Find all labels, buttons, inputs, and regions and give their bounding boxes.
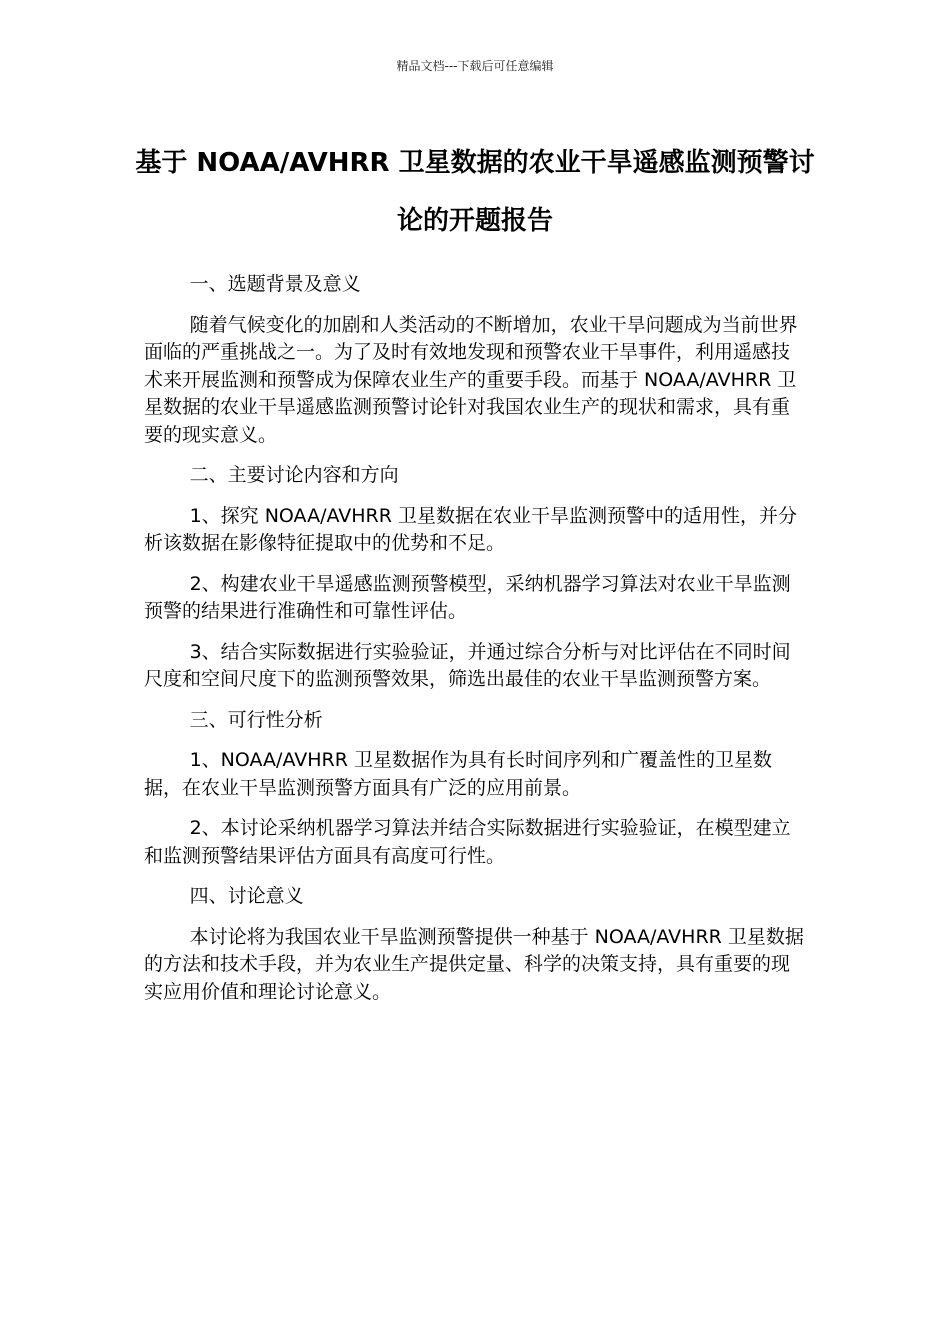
document-body xyxy=(144,271,808,1019)
header-note: 精品文档---下载后可任意编辑 xyxy=(396,59,554,73)
paragraph: 随着气候变化的加剧和人类活动的不断增加，农业干旱问题成为当前世界面临的严重挑战之一。为了及时有效地发现和预警农业干旱事件，利用遥感技术来开展监测和预警成为保障农业生产的重要手段。而基于 NOAA/AVHRR 卫星数据的农业干旱遥感监测预警讨论针对我国农业生产的现状和需求，具有重要的现实意义。 xyxy=(144,313,798,446)
document-title: 基于 NOAA/AVHRR 卫星数据的农业干旱遥感监测预警讨论的开题报告 xyxy=(135,148,815,236)
paragraph: 2、构建农业干旱遥感监测预警模型，采纳机器学习算法对农业干旱监测预警的结果进行准确性和可靠性评估。 xyxy=(144,572,791,622)
section-heading: 二、主要讨论内容和方向 xyxy=(189,464,399,486)
paragraph: 2、本讨论采纳机器学习算法并结合实际数据进行实验验证，在模型建立和监测预警结果评估方面具有高度可行性。 xyxy=(144,817,791,867)
paragraph: 1、NOAA/AVHRR 卫星数据作为具有长时间序列和广覆盖性的卫星数据，在农业干旱监测预警方面具有广泛的应用前景。 xyxy=(144,749,772,799)
paragraph: 1、探究 NOAA/AVHRR 卫星数据在农业干旱监测预警中的适用性，并分析该数据在影像特征提取中的优势和不足。 xyxy=(144,504,797,554)
section-heading: 四、讨论意义 xyxy=(189,885,304,907)
section-heading: 三、可行性分析 xyxy=(189,708,323,731)
paragraph: 本讨论将为我国农业干旱监测预警提供一种基于 NOAA/AVHRR 卫星数据的方法和技术手段，并为农业生产提供定量、科学的决策支持，具有重要的现实应用价值和理论讨论意义。 xyxy=(144,925,804,1003)
section-heading: 一、选题背景及意义 xyxy=(189,273,361,295)
paragraph: 3、结合实际数据进行实验验证，并通过综合分析与对比评估在不同时间尺度和空间尺度下的监测预警效果，筛选出最佳的农业干旱监测预警方案。 xyxy=(144,640,791,690)
